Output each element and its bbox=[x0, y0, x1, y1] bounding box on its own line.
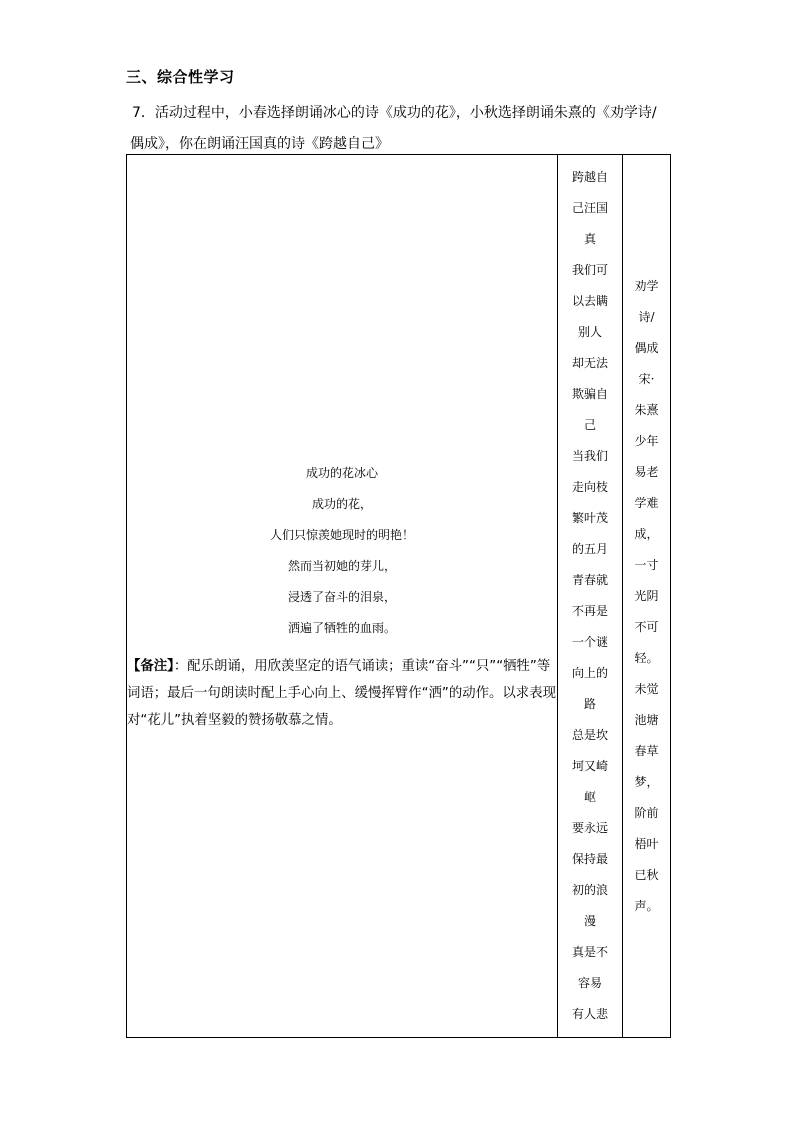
middle-poem-line: 不再是 bbox=[571, 604, 608, 618]
right-poem-line: 学难 bbox=[634, 496, 659, 510]
right-poem-line: 池塘 bbox=[634, 713, 659, 727]
middle-poem-line: 以去瞒 bbox=[571, 294, 608, 308]
right-poem-line: 阶前 bbox=[634, 806, 659, 820]
right-poem-line: 朱熹 bbox=[634, 403, 659, 417]
right-poem-line: 梧叶 bbox=[634, 837, 659, 851]
section-title: 三、综合性学习 bbox=[126, 68, 235, 86]
poem-table bbox=[126, 154, 671, 1038]
poem-title-line: 成功的花冰心 bbox=[305, 466, 378, 480]
middle-poem-line: 当我们 bbox=[571, 449, 608, 463]
right-poem-line: 成， bbox=[634, 527, 659, 541]
question-line-1: 7．活动过程中，小春选择朗诵冰心的诗《成功的花》，小秋选择朗诵朱熹的《劝学诗/ bbox=[132, 105, 657, 121]
right-poem-line: 梦， bbox=[634, 775, 659, 789]
middle-poem-line: 要永远 bbox=[571, 821, 608, 835]
middle-poem-line: 一个谜 bbox=[571, 635, 608, 649]
middle-poem-line: 岖 bbox=[583, 790, 596, 804]
poem-advice-to-study bbox=[623, 155, 670, 927]
middle-poem-line: 的五月 bbox=[571, 542, 608, 556]
note-label: 【备注】 bbox=[127, 659, 174, 674]
right-poem-line: 不可 bbox=[634, 620, 659, 634]
right-poem-line: 少年 bbox=[634, 434, 659, 448]
middle-poem-line: 跨越自 bbox=[571, 170, 608, 184]
right-poem-line: 光阴 bbox=[634, 589, 659, 603]
recitation-note bbox=[127, 653, 557, 734]
middle-poem-line: 欺骗自 bbox=[571, 387, 608, 401]
middle-cell bbox=[558, 155, 623, 1038]
middle-poem-line: 我们可 bbox=[571, 263, 608, 277]
right-poem-line: 偶成 bbox=[634, 341, 659, 355]
right-poem-line: 易老 bbox=[634, 465, 659, 479]
poem-line: 浸透了奋斗的泪泉， bbox=[287, 590, 396, 604]
middle-poem-line: 别人 bbox=[577, 325, 602, 339]
middle-poem-line: 路 bbox=[583, 697, 596, 711]
middle-poem-line: 真 bbox=[583, 232, 596, 246]
right-poem-line: 未觉 bbox=[634, 682, 659, 696]
right-poem-line: 春草 bbox=[634, 744, 659, 758]
middle-poem-line: 向上的 bbox=[571, 666, 608, 680]
middle-poem-line: 总是坎 bbox=[571, 728, 608, 742]
middle-poem-line: 繁叶茂 bbox=[571, 511, 608, 525]
question-line-2: 偶成》，你在朗诵汪国真的诗《跨越自己》 bbox=[130, 136, 389, 152]
middle-poem-line: 坷又崎 bbox=[571, 759, 608, 773]
right-poem-line: 一寸 bbox=[634, 558, 659, 572]
right-poem-line: 轻。 bbox=[634, 651, 659, 665]
middle-poem-line: 初的浪 bbox=[571, 883, 608, 897]
right-cell bbox=[623, 155, 671, 1038]
note-text: ：配乐朗诵，用欣羡坚定的语气诵读；重读“奋斗”“只”“牺牲”等词语；最后一句朗读时配上手心向上、缓慢挥臂作“洒”的动作。以求表现对“花儿”执着坚毅的赞扬敬慕之情。 bbox=[127, 659, 556, 728]
right-poem-line: 已秋 bbox=[634, 868, 659, 882]
right-poem-line: 宋· bbox=[638, 372, 655, 386]
poem-success-flower bbox=[127, 458, 557, 644]
poem-line: 洒遍了牺牲的血雨。 bbox=[287, 621, 396, 635]
middle-poem-line: 己 bbox=[583, 418, 596, 432]
middle-poem-line: 己汪国 bbox=[571, 201, 608, 215]
right-poem-line: 诗/ bbox=[638, 310, 655, 324]
poem-line: 成功的花， bbox=[311, 497, 372, 511]
right-poem-line: 劝学 bbox=[634, 279, 659, 293]
middle-poem-line: 漫 bbox=[583, 914, 596, 928]
poem-line: 人们只惊羡她现时的明艳！ bbox=[269, 528, 414, 542]
poem-crossing-self bbox=[558, 155, 622, 1035]
middle-poem-line: 真是不 bbox=[571, 945, 608, 959]
middle-poem-line: 容易 bbox=[577, 976, 602, 990]
middle-poem-line: 却无法 bbox=[571, 356, 608, 370]
middle-poem-line: 有人悲 bbox=[571, 1007, 608, 1021]
middle-poem-line: 青春就 bbox=[571, 573, 608, 587]
poem-line: 然而当初她的芽儿， bbox=[287, 559, 396, 573]
middle-poem-line: 保持最 bbox=[571, 852, 608, 866]
question-text bbox=[132, 98, 672, 160]
middle-poem-line: 走向枝 bbox=[571, 480, 608, 494]
main-cell bbox=[127, 155, 558, 1038]
right-poem-line: 声。 bbox=[634, 899, 659, 913]
